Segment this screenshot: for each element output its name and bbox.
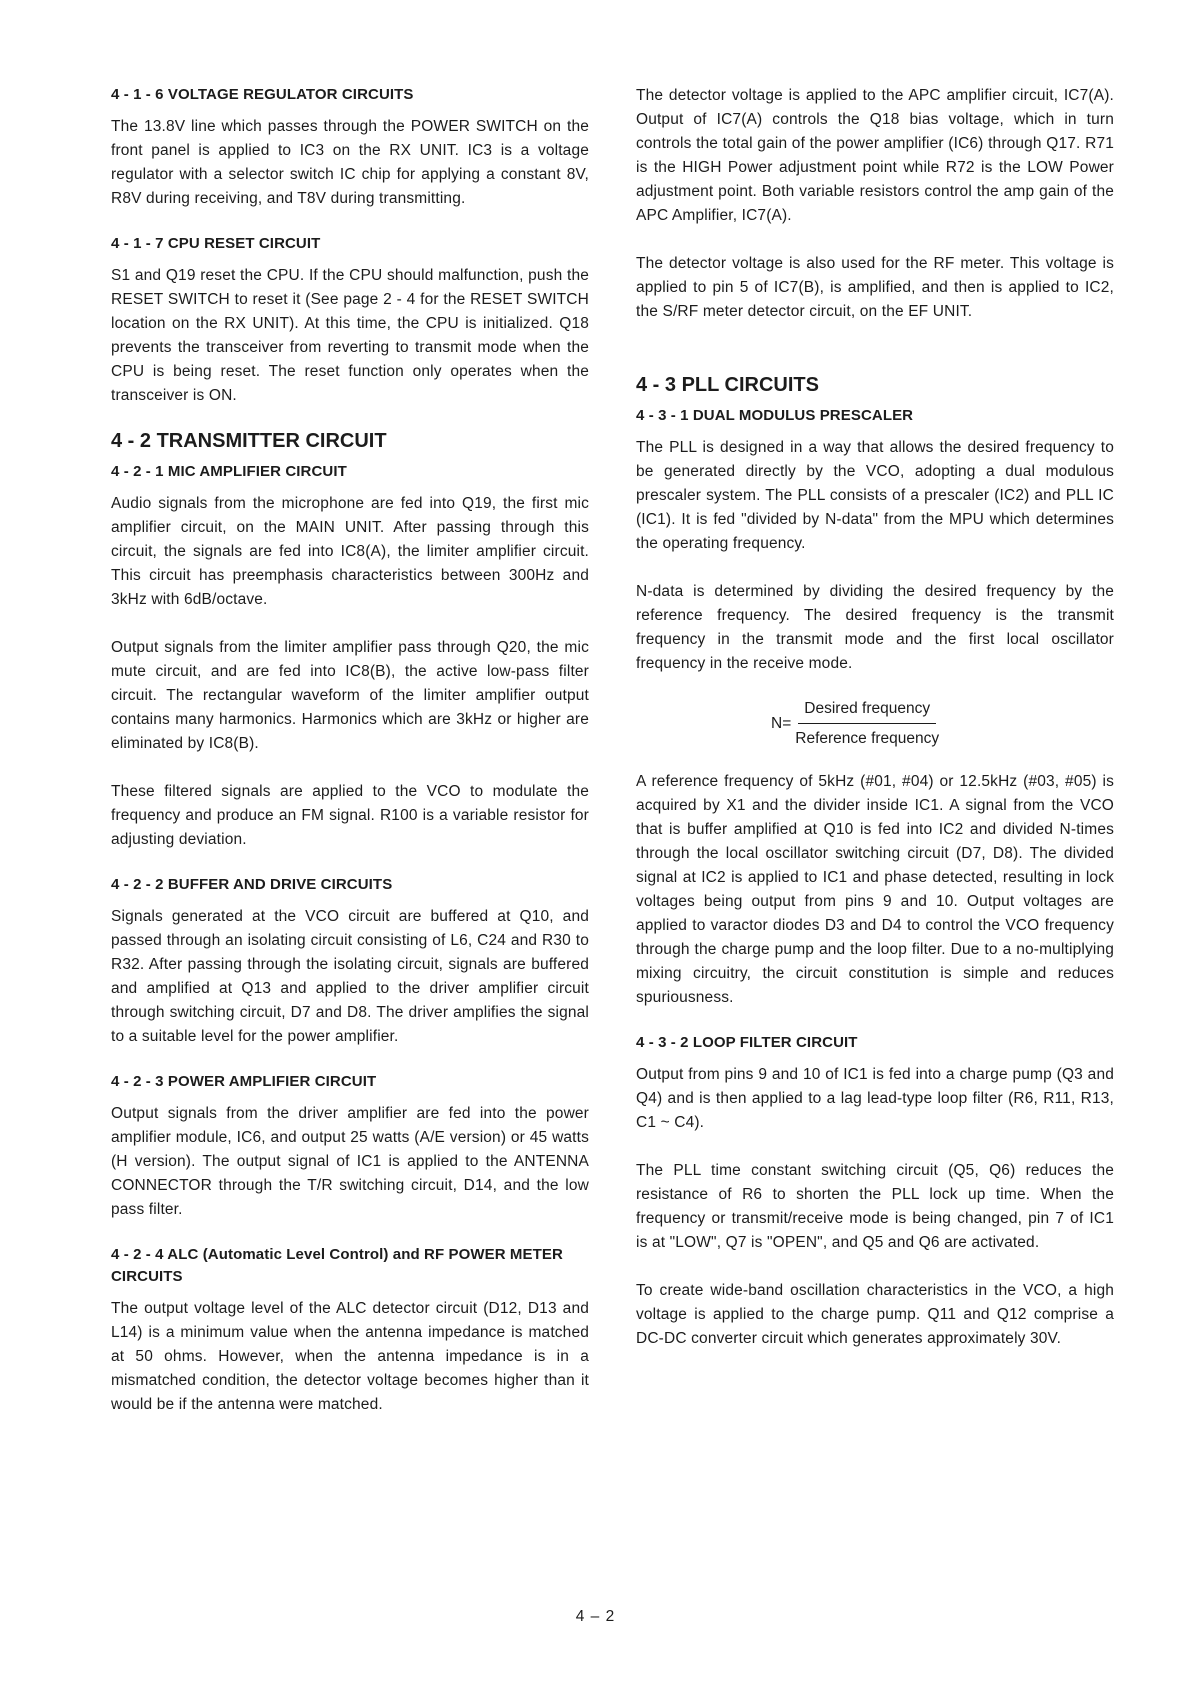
- section-heading: 4 - 2 - 2 BUFFER AND DRIVE CIRCUITS: [111, 876, 393, 893]
- section-heading: 4 - 3 - 2 LOOP FILTER CIRCUIT: [636, 1034, 858, 1051]
- section-heading: 4 - 3 - 1 DUAL MODULUS PRESCALER: [636, 407, 914, 424]
- paragraph: These filtered signals are applied to the VCO to modulate the frequency and produce an FM signal. R100 is a variable resistor for adjusting deviation.: [111, 783, 589, 848]
- paragraph: The PLL is designed in a way that allows the desired frequency to be generated directly by the VCO, adopting a dual modulous prescaler system. The PLL consists of a prescaler (IC2) and PLL IC (IC1). It is fed "divided by N-data" from the MPU which determines the operating frequency.: [636, 439, 1114, 552]
- paragraph: A reference frequency of 5kHz (#01, #04) or 12.5kHz (#03, #05) is acquired by X1 and the divider inside IC1. A signal from the VCO that is buffer amplified at Q10 is fed into IC2 and divided N-times through the local oscillator switching circuit (D7, D8). The divided signal at IC2 is applied to IC1 and phase detected, resulting in lock voltages being output from pins 9 and 10. Output voltages are applied to varactor diodes D3 and D4 to control the VCO frequency through the charge pump and the loop filter. Due to a no-multiplying mixing circuitry, the circuit constitution is simple and reduces spuriousness.: [636, 773, 1114, 1006]
- page-number: 4 – 2: [575, 1608, 616, 1625]
- section-continuation: [636, 84, 1114, 324]
- formula-fraction: [795, 698, 939, 750]
- paragraph: The PLL time constant switching circuit (Q5, Q6) reduces the resistance of R6 to shorten the PLL lock up time. When the frequency or transmit/receive mode is being changed, pin 7 of IC1 is at "LOW", Q7 is "OPEN", and Q5 and Q6 are activated.: [636, 1162, 1114, 1251]
- section-heading: 4 - 2 - 4 ALC (Automatic Level Control) and RF POWER METER CIRCUITS: [111, 1246, 563, 1285]
- section-4-3-1: [636, 405, 1114, 1010]
- section-4-3-2: [636, 1032, 1114, 1351]
- section-4-1-6: [111, 84, 589, 211]
- formula-numerator: Desired frequency: [798, 698, 936, 724]
- paragraph: Signals generated at the VCO circuit are buffered at Q10, and passed through an isolating circuit consisting of L6, C24 and R30 to R32. After passing through the isolating circuit, signals are buffered and amplified at Q13 and applied to the driver amplifier circuit through switching circuit, D7 and D8. The driver amplifies the signal to a suitable level for the power amplifier.: [111, 908, 589, 1045]
- paragraph: To create wide-band oscillation characteristics in the VCO, a high voltage is applied to the charge pump. Q11 and Q12 comprise a DC-DC converter circuit which generates approximately 30V.: [636, 1282, 1114, 1347]
- section-heading: 4 - 2 - 3 POWER AMPLIFIER CIRCUIT: [111, 1073, 377, 1090]
- section-4-2-2: [111, 874, 589, 1049]
- paragraph: The detector voltage is applied to the APC amplifier circuit, IC7(A). Output of IC7(A) controls the Q18 bias voltage, which in turn controls the total gain of the power amplifier (IC6) through Q17. R71 is the HIGH Power adjustment point while R72 is the LOW Power adjustment point. Both variable resistors control the amp gain of the APC Amplifier, IC7(A).: [636, 87, 1114, 224]
- section-4-1-7: [111, 233, 589, 408]
- section-heading: 4 - 1 - 7 CPU RESET CIRCUIT: [111, 235, 321, 252]
- paragraph: Output from pins 9 and 10 of IC1 is fed into a charge pump (Q3 and Q4) and is then applied to a lag lead-type loop filter (R6, R11, R13, C1 ~ C4).: [636, 1066, 1114, 1131]
- paragraph: Audio signals from the microphone are fed into Q19, the first mic amplifier circuit, on the MAIN UNIT. After passing through this circuit, the signals are fed into IC8(A), the limiter amplifier circuit. This circuit has preemphasis characteristics between 300Hz and 3kHz with 6dB/octave.: [111, 495, 589, 608]
- left-column: [111, 84, 589, 1417]
- paragraph: N-data is determined by dividing the desired frequency by the reference frequency. The desired frequency is the transmit frequency in the transmit mode and the first local oscillator frequency in the receive mode.: [636, 583, 1114, 672]
- formula-denominator: Reference frequency: [795, 730, 940, 747]
- formula-lhs: N=: [771, 715, 792, 732]
- section-heading: 4 - 1 - 6 VOLTAGE REGULATOR CIRCUITS: [111, 86, 414, 103]
- section-4-2-1: [111, 461, 589, 852]
- paragraph: Output signals from the limiter amplifier pass through Q20, the mic mute circuit, and are fed into IC8(B), the active low-pass filter circuit. The rectangular waveform of the limiter amplifier output contains many harmonics. Harmonics which are 3kHz or higher are eliminated by IC8(B).: [111, 639, 589, 752]
- paragraph: Output signals from the driver amplifier are fed into the power amplifier module, IC6, and output 25 watts (A/E version) or 45 watts (H version). The output signal of IC1 is applied to the ANTENNA CONNECTOR through the T/R switching circuit, D14, and the low pass filter.: [111, 1105, 589, 1218]
- chapter-heading-transmitter: 4 - 2 TRANSMITTER CIRCUIT: [111, 430, 387, 452]
- section-heading: 4 - 2 - 1 MIC AMPLIFIER CIRCUIT: [111, 463, 347, 480]
- paragraph: S1 and Q19 reset the CPU. If the CPU should malfunction, push the RESET SWITCH to reset it (See page 2 - 4 for the RESET SWITCH location on the RX UNIT). At this time, the CPU is initialized. Q18 prevents the transceiver from reverting to transmit mode when the CPU is being reset. The reset function only operates when the transceiver is ON.: [111, 267, 589, 404]
- right-column: [636, 84, 1114, 1351]
- chapter-heading-pll: 4 - 3 PLL CIRCUITS: [636, 374, 819, 396]
- n-data-formula: [636, 698, 1114, 750]
- paragraph: The 13.8V line which passes through the POWER SWITCH on the front panel is applied to IC3 on the RX UNIT. IC3 is a voltage regulator with a selector switch IC chip for applying a constant 8V, R8V during receiving, and T8V during transmitting.: [111, 118, 589, 207]
- section-4-2-3: [111, 1071, 589, 1222]
- paragraph: The output voltage level of the ALC detector circuit (D12, D13 and L14) is a minimum value when the antenna impedance is matched at 50 ohms. However, when the antenna impedance is in a mismatched condition, the detector voltage becomes higher than it would be if the antenna were matched.: [111, 1300, 589, 1413]
- section-4-2-4: [111, 1244, 589, 1417]
- paragraph: The detector voltage is also used for the RF meter. This voltage is applied to pin 5 of IC7(B), is amplified, and then is applied to IC2, the S/RF meter detector circuit, on the EF UNIT.: [636, 255, 1114, 320]
